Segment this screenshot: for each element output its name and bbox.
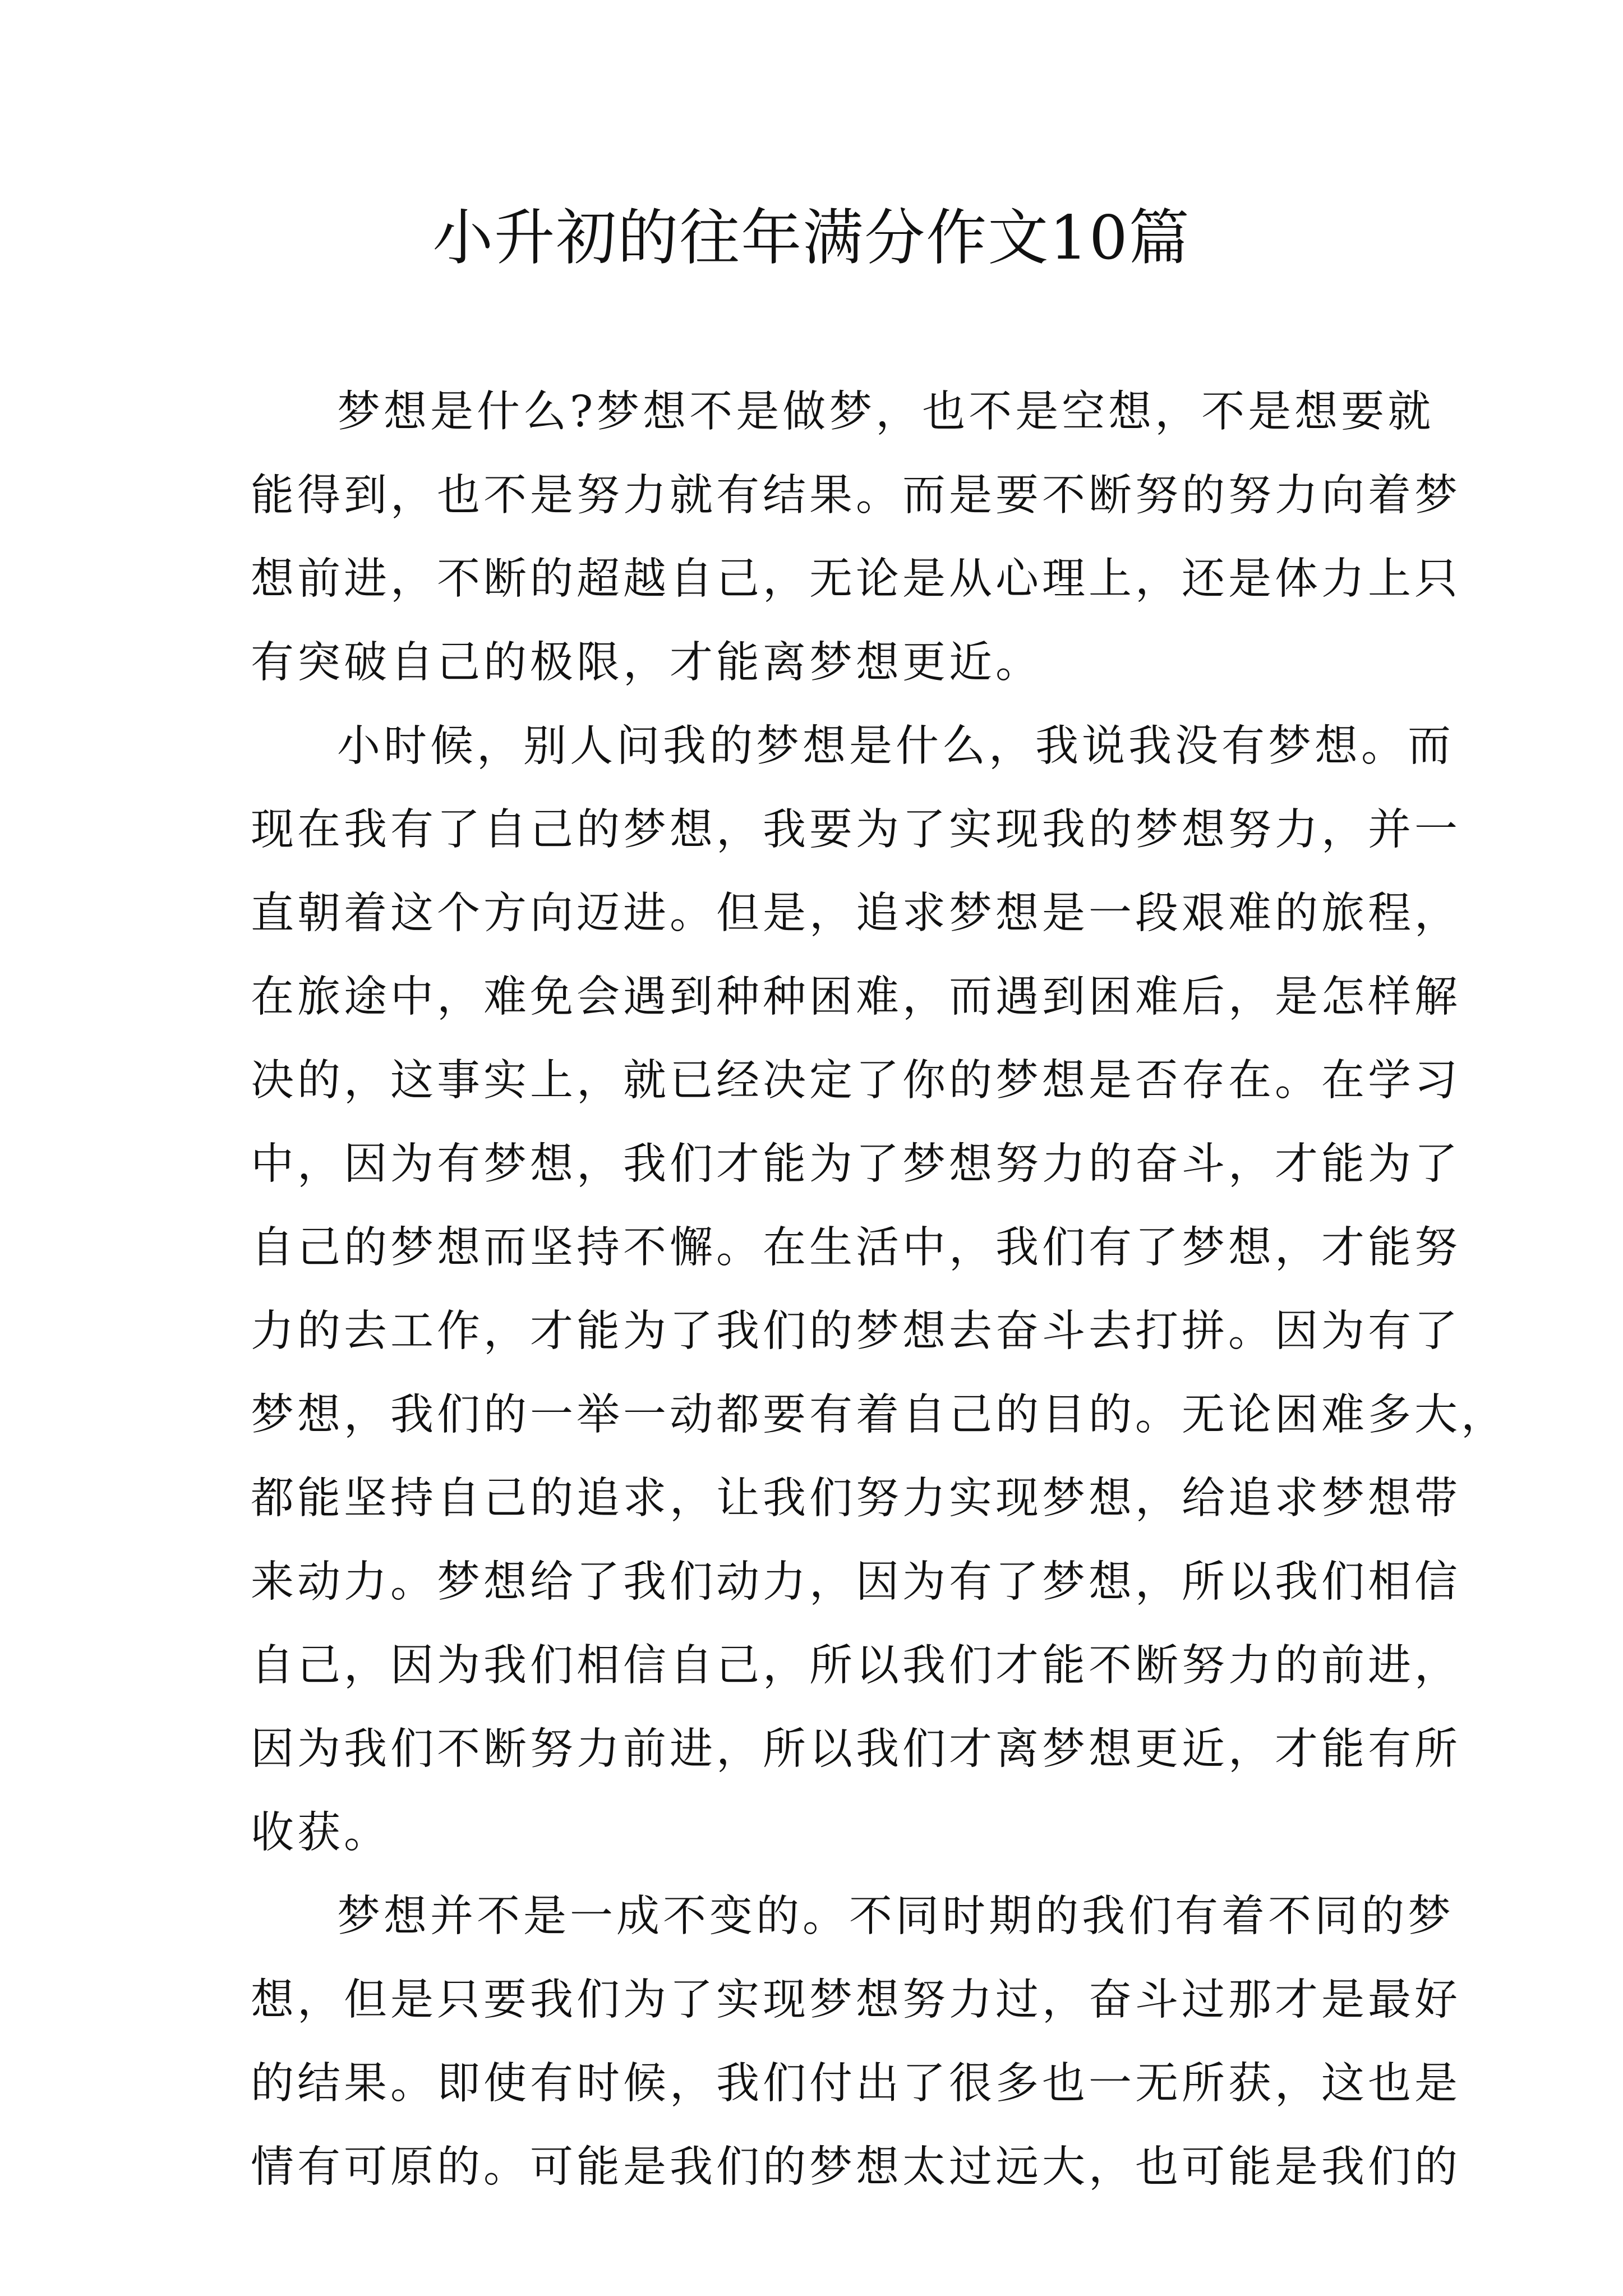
paragraph-line: 决的，这事实上，就已经决定了你的梦想是否存在。在学习 (251, 1056, 1461, 1106)
paragraph-line: 力的去工作，才能为了我们的梦想去奋斗去打拼。因为有了 (251, 1306, 1461, 1356)
paragraph-line: 梦想，我们的一举一动都要有着自己的目的。无论困难多大， (251, 1390, 1507, 1440)
document-body (251, 370, 1507, 2209)
paragraph-line: 自己，因为我们相信自己，所以我们才能不断努力的前进， (251, 1641, 1461, 1691)
paragraph-line: 有突破自己的极限，才能离梦想更近。 (251, 638, 1042, 688)
paragraph-line: 直朝着这个方向迈进。但是，追求梦想是一段艰难的旅程， (251, 889, 1461, 938)
paragraph-line: 在旅途中，难免会遇到种种困难，而遇到困难后，是怎样解 (251, 972, 1461, 1022)
paragraph-1 (251, 370, 1461, 705)
paragraph-2 (251, 705, 1507, 1875)
paragraph-line: 都能坚持自己的追求，让我们努力实现梦想，给追求梦想带 (251, 1474, 1461, 1524)
paragraph-line: 自己的梦想而坚持不懈。在生活中，我们有了梦想，才能努 (251, 1223, 1461, 1273)
paragraph-line: 来动力。梦想给了我们动力，因为有了梦想，所以我们相信 (251, 1557, 1461, 1607)
paragraph-line: 情有可原的。可能是我们的梦想太过远大，也可能是我们的 (251, 2142, 1461, 2192)
paragraph-3 (251, 1875, 1461, 2209)
paragraph-line: 小时候，别人问我的梦想是什么，我说我没有梦想。而 (337, 721, 1454, 771)
paragraph-line: 想前进，不断的超越自己，无论是从心理上，还是体力上只 (251, 554, 1461, 604)
paragraph-line: 梦想是什么?梦想不是做梦，也不是空想，不是想要就 (337, 387, 1435, 437)
paragraph-line: 梦想并不是一成不变的。不同时期的我们有着不同的梦 (337, 1892, 1454, 1941)
paragraph-line: 的结果。即使有时候，我们付出了很多也一无所获，这也是 (251, 2059, 1461, 2109)
document-title: 小升初的往年满分作文10篇 (432, 203, 1191, 273)
paragraph-line: 能得到，也不是努力就有结果。而是要不断努的努力向着梦 (251, 471, 1461, 521)
paragraph-line: 收获。 (251, 1808, 390, 1858)
paragraph-line: 中，因为有梦想，我们才能为了梦想努力的奋斗，才能为了 (251, 1139, 1461, 1189)
paragraph-line: 想，但是只要我们为了实现梦想努力过，奋斗过那才是最好 (251, 1975, 1461, 2025)
paragraph-line: 因为我们不断努力前进，所以我们才离梦想更近，才能有所 (251, 1724, 1461, 1774)
paragraph-line: 现在我有了自己的梦想，我要为了实现我的梦想努力，并一 (251, 805, 1461, 855)
